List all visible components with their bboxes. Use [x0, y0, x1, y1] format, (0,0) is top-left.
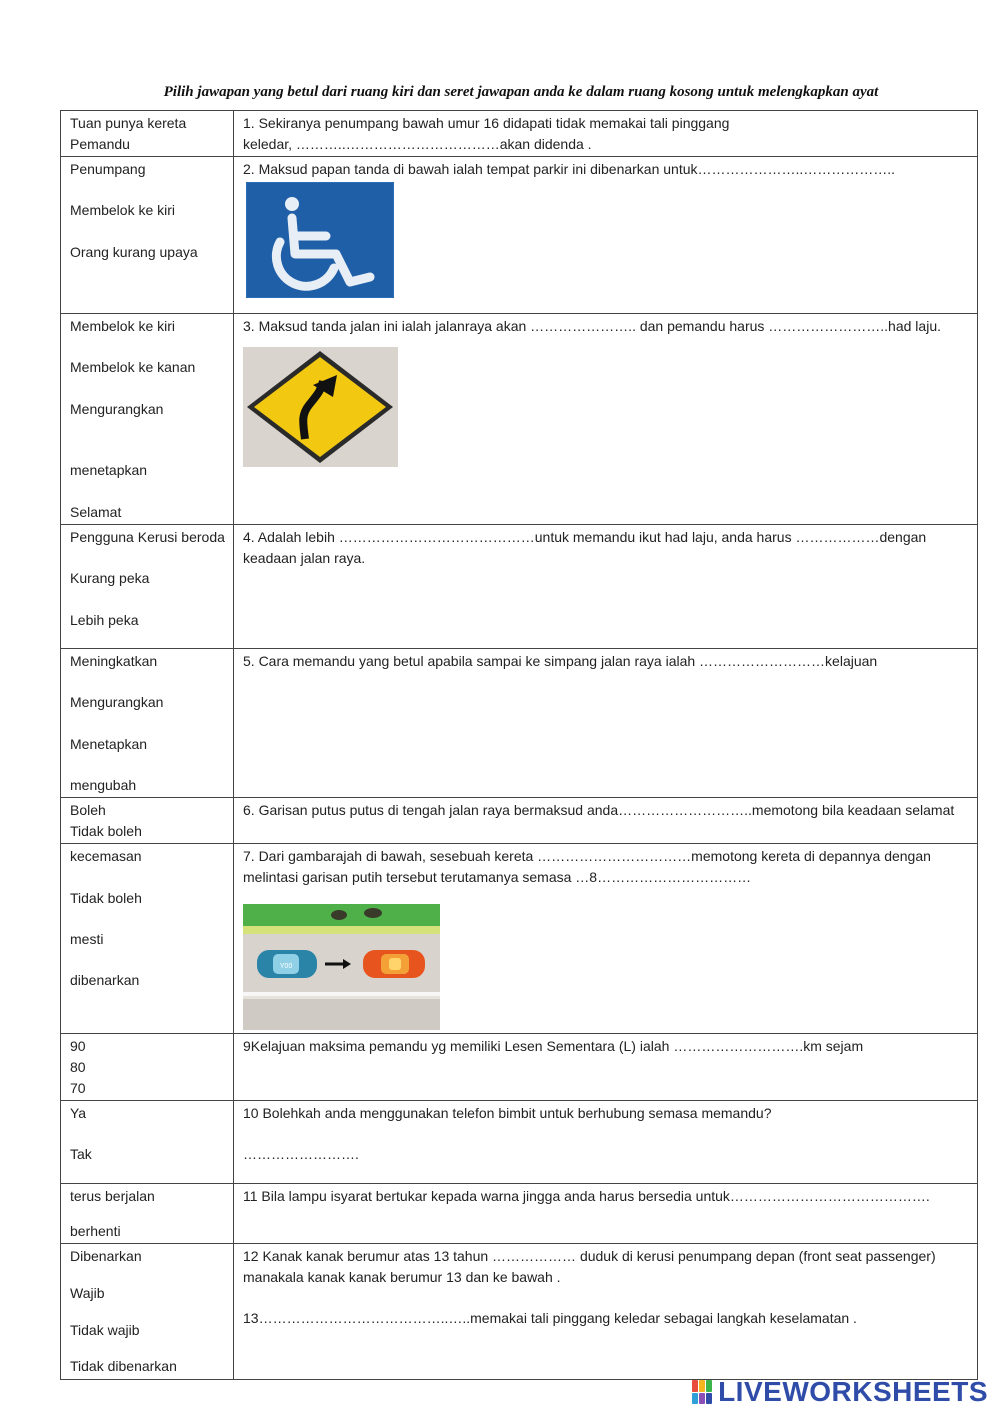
answer-option[interactable]: Pengguna Kerusi beroda: [70, 529, 225, 546]
instruction-title: Pilih jawapan yang betul dari ruang kiri dan seret jawapan anda ke dalam ruang kosong untuk melengkapkan ayat: [163, 84, 879, 100]
options-cell: [61, 798, 234, 844]
answer-option[interactable]: Tidak wajib: [70, 1321, 140, 1338]
table-row: [61, 649, 978, 798]
question-text: keledar, ………..……………………………akan didenda .: [243, 135, 592, 152]
answer-option[interactable]: mesti: [70, 930, 104, 947]
question-cell: [234, 798, 978, 844]
table-row: [61, 157, 978, 314]
question-text: 5. Cara memandu yang betul apabila sampai ke simpang jalan raya ialah ………………………kelajuan: [243, 653, 878, 670]
answer-option[interactable]: Menetapkan: [70, 735, 148, 752]
options-cell: [61, 649, 234, 798]
overtaking-cars-image: [243, 904, 440, 1030]
answer-option[interactable]: berhenti: [70, 1222, 121, 1239]
question-cell: [234, 157, 978, 314]
answer-option[interactable]: Mengurangkan: [70, 694, 164, 711]
answer-option[interactable]: Tidak boleh: [70, 822, 142, 839]
question-text: 13…………………………………..…..memakai tali pinggang keledar sebagai langkah keselamatan .: [243, 1309, 857, 1326]
options-cell: [61, 157, 234, 314]
brand-name: LIVEWORKSHEETS: [718, 1376, 988, 1407]
question-cell: [234, 649, 978, 798]
answer-option[interactable]: Meningkatkan: [70, 653, 158, 670]
question-cell: [234, 844, 978, 1034]
answer-option[interactable]: Selamat: [70, 503, 122, 520]
worksheet-table: [60, 110, 978, 1380]
orange-car-icon: [363, 950, 425, 978]
question-cell: [234, 1034, 978, 1101]
logo-mark-icon: [692, 1380, 712, 1404]
table-row: [61, 314, 978, 525]
question-text: 10 Bolehkah anda menggunakan telefon bimbit untuk berhubung semasa memandu?: [243, 1105, 772, 1122]
table-row: [61, 1101, 978, 1184]
answer-option[interactable]: Lebih peka: [70, 611, 139, 628]
winding-road-sign-image: [243, 347, 398, 467]
options-cell: [61, 1101, 234, 1184]
answer-option[interactable]: Membelok ke kiri: [70, 202, 176, 219]
options-cell: [61, 314, 234, 525]
answer-option[interactable]: Tidak dibenarkan: [70, 1358, 177, 1375]
answer-option[interactable]: 90: [70, 1038, 86, 1055]
answer-option[interactable]: Membelok ke kiri: [70, 318, 176, 335]
table-row: [61, 1184, 978, 1244]
answer-option[interactable]: Tak: [70, 1146, 92, 1163]
options-cell: [61, 1244, 234, 1379]
car-label: Y00: [279, 962, 293, 970]
question-cell: [234, 314, 978, 525]
liveworksheets-logo: [692, 1376, 988, 1408]
answer-option[interactable]: kecemasan: [70, 848, 142, 865]
answer-option[interactable]: terus berjalan: [70, 1188, 155, 1205]
answer-option[interactable]: dibenarkan: [70, 972, 140, 989]
answer-option[interactable]: 70: [70, 1079, 86, 1096]
answer-option[interactable]: Penumpang: [70, 161, 146, 178]
question-cell: [234, 1184, 978, 1244]
table-row: [61, 1034, 978, 1101]
table-row: [61, 111, 978, 157]
table-row: [61, 525, 978, 649]
table-row: [61, 1244, 978, 1379]
table-row: [61, 844, 978, 1034]
answer-option[interactable]: 80: [70, 1059, 86, 1076]
answer-option[interactable]: menetapkan: [70, 462, 148, 479]
question-text: 9Kelajuan maksima pemandu yg memiliki Lesen Sementara (L) ialah ……………………….km sejam: [243, 1038, 864, 1055]
answer-option[interactable]: Dibenarkan: [70, 1248, 142, 1265]
question-cell: [234, 525, 978, 649]
answer-option[interactable]: Mengurangkan: [70, 400, 164, 417]
question-text: 12 Kanak kanak berumur atas 13 tahun ……………… duduk di kerusi penumpang depan (front seat passenger) manakala kanak kanak berumur 13 dan ke bawah .: [243, 1248, 936, 1286]
question-cell: [234, 111, 978, 157]
options-cell: [61, 1034, 234, 1101]
question-text: 2. Maksud papan tanda di bawah ialah tempat parkir ini dibenarkan untuk…………………..………………..: [243, 161, 896, 178]
question-cell: [234, 1101, 978, 1184]
question-text: 6. Garisan putus putus di tengah jalan raya bermaksud anda………………………..memotong bila keadaan selamat: [243, 802, 955, 819]
question-cell: [234, 1244, 978, 1379]
answer-option[interactable]: Orang kurang upaya: [70, 243, 198, 260]
question-text: 11 Bila lampu isyarat bertukar kepada warna jingga anda harus bersedia untuk…………………………………….: [243, 1188, 930, 1205]
answer-option[interactable]: Kurang peka: [70, 570, 150, 587]
options-cell: [61, 844, 234, 1034]
answer-blank[interactable]: …………………….: [243, 1146, 359, 1163]
answer-option[interactable]: Wajib: [70, 1285, 105, 1302]
answer-option[interactable]: Pemandu: [70, 135, 130, 152]
question-text: 1. Sekiranya penumpang bawah umur 16 didapati tidak memakai tali pinggang: [243, 115, 730, 131]
options-cell: [61, 525, 234, 649]
answer-option[interactable]: mengubah: [70, 776, 137, 793]
question-text: 7. Dari gambarajah di bawah, sesebuah kereta ……………………………memotong kereta di depannya dengan melintasi garisan putih tersebut terutamanya semasa …8……………………………: [243, 848, 931, 886]
wheelchair-sign-image: [246, 182, 394, 298]
answer-option[interactable]: Membelok ke kanan: [70, 359, 196, 376]
answer-option[interactable]: Tidak boleh: [70, 889, 142, 906]
question-text: 3. Maksud tanda jalan ini ialah jalanraya akan ………………….. dan pemandu harus ……………………..had laju.: [243, 318, 941, 335]
answer-option[interactable]: Boleh: [70, 802, 106, 819]
answer-option[interactable]: Tuan punya kereta: [70, 115, 187, 131]
question-text: 4. Adalah lebih ……………………………………untuk memandu ikut had laju, anda harus ………………dengan keadaan jalan raya.: [243, 529, 927, 566]
options-cell: [61, 1184, 234, 1244]
answer-option[interactable]: Ya: [70, 1105, 87, 1122]
options-cell: [61, 111, 234, 157]
table-row: [61, 798, 978, 844]
blue-car-icon: [257, 950, 317, 978]
